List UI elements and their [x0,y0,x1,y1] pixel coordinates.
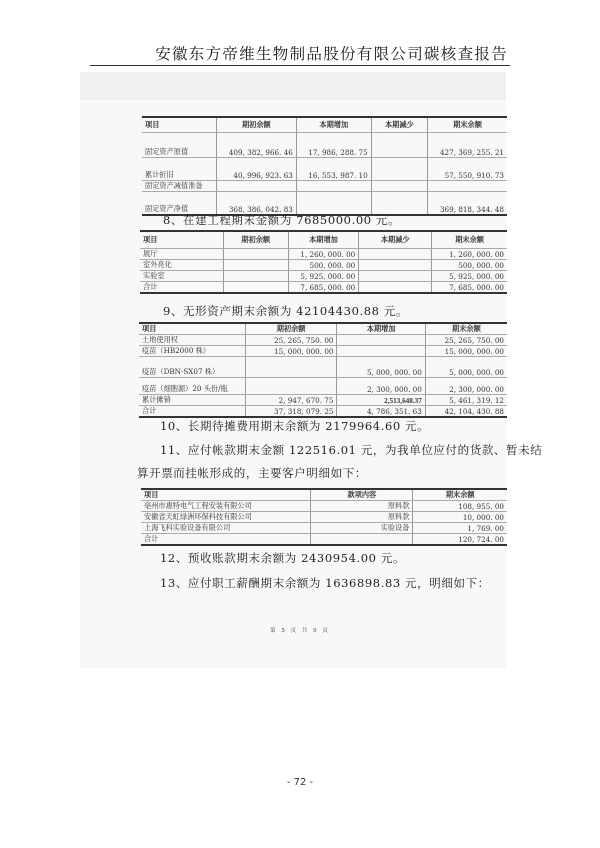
table-row: 实验室 5, 925, 000. 00 5, 925, 000. 00 [140,270,507,281]
col-header: 项目 [142,117,216,132]
inner-page-marker: 第 5 页 共 9 页 [270,628,330,634]
table-row: 安徽省天虹绿洲环保科技有限公司 原料款 10, 000. 00 [141,512,507,523]
section-12-text: 12、预收账款期末余额为 2430954.00 元。 [160,551,406,565]
table-row: 累计折旧 40, 996, 923. 63 16, 553, 987. 10 57, 550, 910. 73 [142,157,507,180]
col-header: 本期减少 [371,117,427,132]
report-header-title: 安徽东方帝维生物制品股份有限公司碳核查报告 [155,45,508,63]
table-row: 土地使用权 25, 265, 750. 00 25, 265, 750. 00 [139,335,507,346]
col-header: 期初余额 [216,117,296,132]
table-row: 固定资产净值 368, 386, 042. 83 369, 818, 344. 48 [142,191,507,215]
table-row: 展厅 1, 260, 000. 00 1, 260, 000. 00 [140,248,507,259]
scan-shadow-band [80,72,506,100]
table-row: 疫苗（细胞源）20 头份/瓶 2, 300, 000. 00 2, 300, 000. 00 [139,378,507,395]
section-11-line-1: 11、应付帐款期末金额 122516.01 元，为我单位应付的货款、暂未结 [160,443,543,457]
table-row: 室外亮化 500, 000. 00 500, 000. 00 [140,259,507,270]
fixed-assets-table [142,116,507,216]
col-header: 期末余额 [428,117,507,132]
section-10-text: 10、长期待摊费用期末余额为 2179964.60 元。 [160,419,430,433]
header-rule [90,65,510,66]
accounts-payable-table: 项目 款项内容 期末余额 亳州市惠特电气工程安装有限公司 原料款 108, 955. 00 安徽省天虹绿洲环保科技有限公司 原料款 10, 000. 00 上海飞科实验设备有限公司 实验设备 1, 769. 00 合计 120, 724. 00 [141,488,507,546]
section-11-line-2: 算开票而挂帐形成的，主要客户明细如下： [137,466,367,480]
construction-table: 项目 期初余额 本期增加 本期减少 期末余额 展厅 1, 260, 000. 00 1, 260, 000. 00 室外亮化 500, 000. 00 500, 000. 00 实验室 5, 925, 000. 00 5, 925, 000. 00 合计 7, 685, 000. 00 7, 685, 000. 00 [140,230,507,294]
table-row: 疫苗（HB2000 株） 15, 000, 000. 00 15, 000, 000. 00 [139,346,507,357]
section-9-text: 9、无形资产期末余额为 42104430.88 元。 [163,304,409,318]
page-number: - 72 - [286,777,314,788]
col-header: 本期增加 [296,117,371,132]
table-row: 固定资产原值 409, 382, 966. 46 17, 986, 288. 75 427, 369, 255. 21 [142,132,507,157]
table-row: 疫苗（DBN-SX07 株） 5, 000, 000. 00 5, 000, 000. 00 [139,357,507,378]
table-row: 固定资产减值准备 [142,180,507,191]
section-13-text: 13、应付职工薪酬期末余额为 1636898.83 元，明细如下： [160,576,490,590]
intangible-assets-table: 项目 期初余额 本期增加 期末余额 土地使用权 25, 265, 750. 00 25, 265, 750. 00 疫苗（HB2000 株） 15, 000, 000. 00 15, 000, 000. 00 疫苗（DBN-SX07 株） 5, 000, 000. 00 5, 000, 000. 00 疫苗（细胞源）20 头份/瓶 2, 300, 000. 00 2, 300, 000. 00 累计摊销 2, 947, 670. 75 2,513,648.37 5, 461, 319. 12 合计 37, 318, 079. 25 4, 786, 351. 63 42, 104, 430. 88 [139,322,507,418]
table-row: 合计 7, 685, 000. 00 7, 685, 000. 00 [140,281,507,293]
table-row: 累计摊销 2, 947, 670. 75 2,513,648.37 5, 461, 319. 12 [139,395,507,406]
table-row: 合计 120, 724. 00 [141,534,507,546]
table-row: 上海飞科实验设备有限公司 实验设备 1, 769. 00 [141,523,507,534]
table-row: 亳州市惠特电气工程安装有限公司 原料款 108, 955. 00 [141,501,507,512]
table-row: 合计 37, 318, 079. 25 4, 786, 351. 63 42, 104, 430. 88 [139,406,507,418]
section-8-text: 8、在建工程期末金额为 7685000.00 元。 [163,213,401,227]
